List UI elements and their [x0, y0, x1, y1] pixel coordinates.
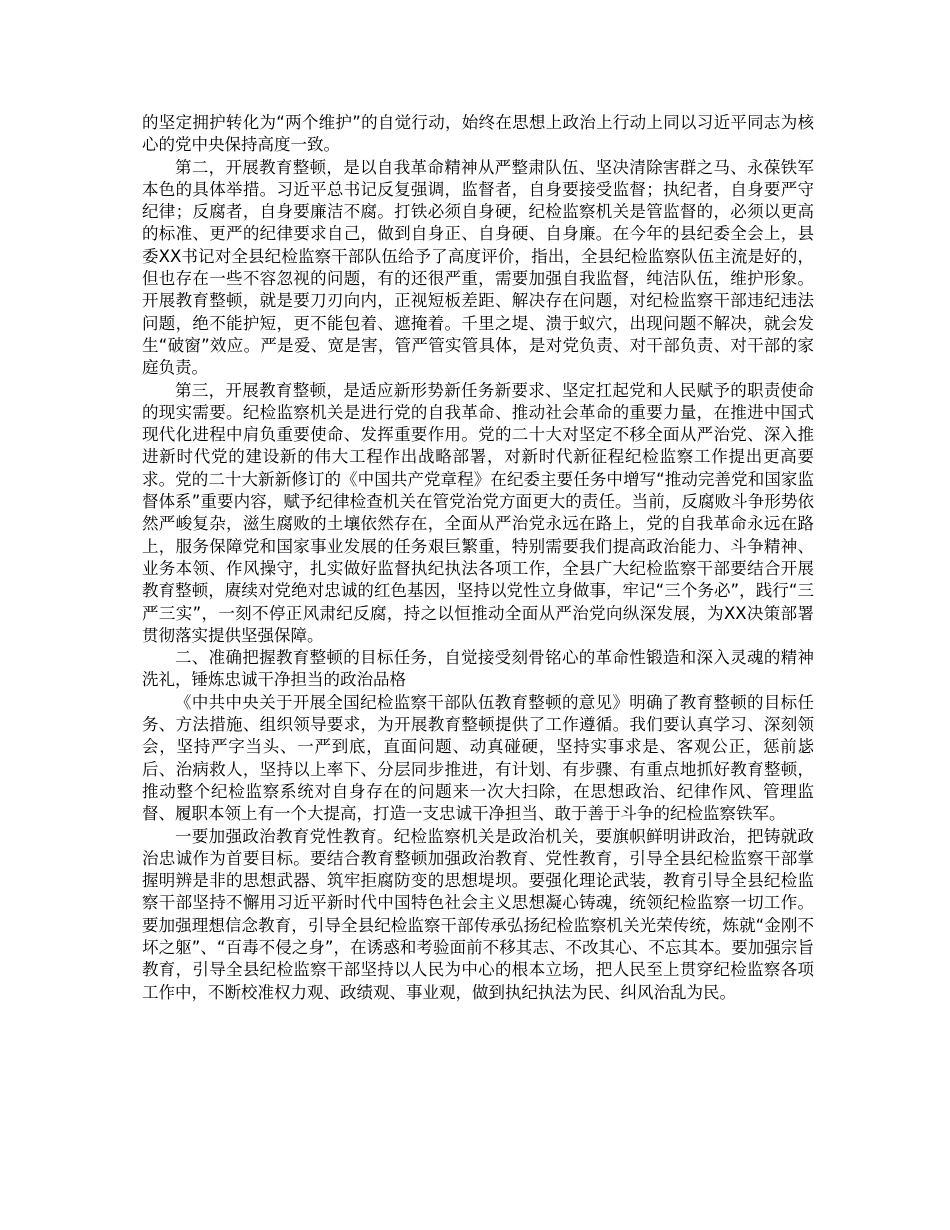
paragraph-third-point: 第三，开展教育整顿，是适应新形势新任务新要求、坚定扛起党和人民赋予的职责使命的现实需要。纪检监察机关是进行党的自我革命、推动社会革命的重要力量，在推进中国式现代化进程中肩负重要使命、发挥重要作用。党的二十大对坚定不移全面从严治党、深入推进新时代党的建设新的伟大工程作出战略部署，对新时代新征程纪检监察工作提出更高要求。党的二十大新新修订的《中国共产党章程》在纪委主要任务中增写“推动完善党和国家监督体系”重要内容，赋予纪律检查机关在管党治党方面更大的责任。当前，反腐败斗争形势依然严峻复杂，滋生腐败的土壤依然存在，全面从严治党永远在路上，党的自我革命永远在路上，服务保障党和国家事业发展的任务艰巨繁重，特别需要我们提高政治能力、斗争精神、业务本领、作风操守，扎实做好监督执纪执法各项工作，全县广大纪检监察干部要结合开展教育整顿，赓续对党绝对忠诚的红色基因，坚持以党性立身做事，牢记“三个务必”，践行“三严三实”，一刻不停正风肃纪反腐，持之以恒推动全面从严治党向纵深发展，为XX决策部署贯彻落实提供坚强保障。	[142, 380, 814, 645]
paragraph-political-education: 一要加强政治教育党性教育。纪检监察机关是政治机关，要旗帜鲜明讲政治，把铸就政治忠诚作为首要目标。要结合教育整顿加强政治教育、党性教育，引导全县纪检监察干部掌握明辨是非的思想武器、筑牢拒腐防变的思想堤坝。要强化理论武装，教育引导全县纪检监察干部坚持不懈用习近平新时代中国特色社会主义思想凝心铸魂，统领纪检监察一切工作。要加强理想信念教育，引导全县纪检监察干部传承弘扬纪检监察机关光荣传统，炼就“金刚不坏之躯”、“百毒不侵之身”，在诱惑和考验面前不移其志、不改其心、不忘其本。要加强宗旨教育，引导全县纪检监察干部坚持以人民为中心的根本立场，把人民至上贯穿纪检监察各项工作中，不断校准权力观、政绩观、事业观，做到执纪执法为民、纠风治乱为民。	[142, 826, 814, 1002]
document-page	[142, 112, 814, 1004]
paragraph-opinion-intro: 《中共中央关于开展全国纪检监察干部队伍教育整顿的意见》明确了教育整顿的目标任务、方法措施、组织领导要求，为开展教育整顿提供了工作遵循。我们要认真学习、深刻领会，坚持严字当头、一严到底，直面问题、动真碰硬，坚持实事求是、客观公正，惩前毖后、治病救人，坚持以上率下、分层同步推进，有计划、有步骤、有重点地抓好教育整顿，推动整个纪检监察系统对自身存在的问题来一次大扫除，在思想政治、纪律作风、管理监督、履职本领上有一个大提高，打造一支忠诚干净担当、敢于善于斗争的纪检监察铁军。	[142, 692, 814, 824]
paragraph-continuation: 的坚定拥护转化为“两个维护”的自觉行动，始终在思想上政治上行动上同以习近平同志为核心的党中央保持高度一致。	[142, 113, 814, 155]
paragraph-second-point: 第二，开展教育整顿，是以自我革命精神从严整肃队伍、坚决清除害群之马、永葆铁军本色的具体举措。习近平总书记反复强调，监督者，自身要接受监督；执纪者，自身要严守纪律；反腐者，自身要廉洁不腐。打铁必须自身硬，纪检监察机关是管监督的，必须以更高的标准、更严的纪律要求自己，做到自身正、自身硬、自身廉。在今年的县纪委全会上，县委XX书记对全县纪检监察干部队伍给予了高度评价，指出，全县纪检监察队伍主流是好的，但也存在一些不容忽视的问题，有的还很严重，需要加强自我监督，纯洁队伍，维护形象。开展教育整顿，就是要刀刃向内，正视短板差距、解决存在问题，对纪检监察干部违纪违法问题，绝不能护短，更不能包着、遮掩着。千里之堤、溃于蚁穴，出现问题不解决，就会发生“破窗”效应。严是爱、宽是害，管严管实管具体，是对党负责、对干部负责、对干部的家庭负责。	[142, 157, 814, 378]
section-heading-two: 二、准确把握教育整顿的目标任务，自觉接受刻骨铭心的革命性锻造和深入灵魂的精神洗礼，锤炼忠诚干净担当的政治品格	[142, 648, 814, 690]
